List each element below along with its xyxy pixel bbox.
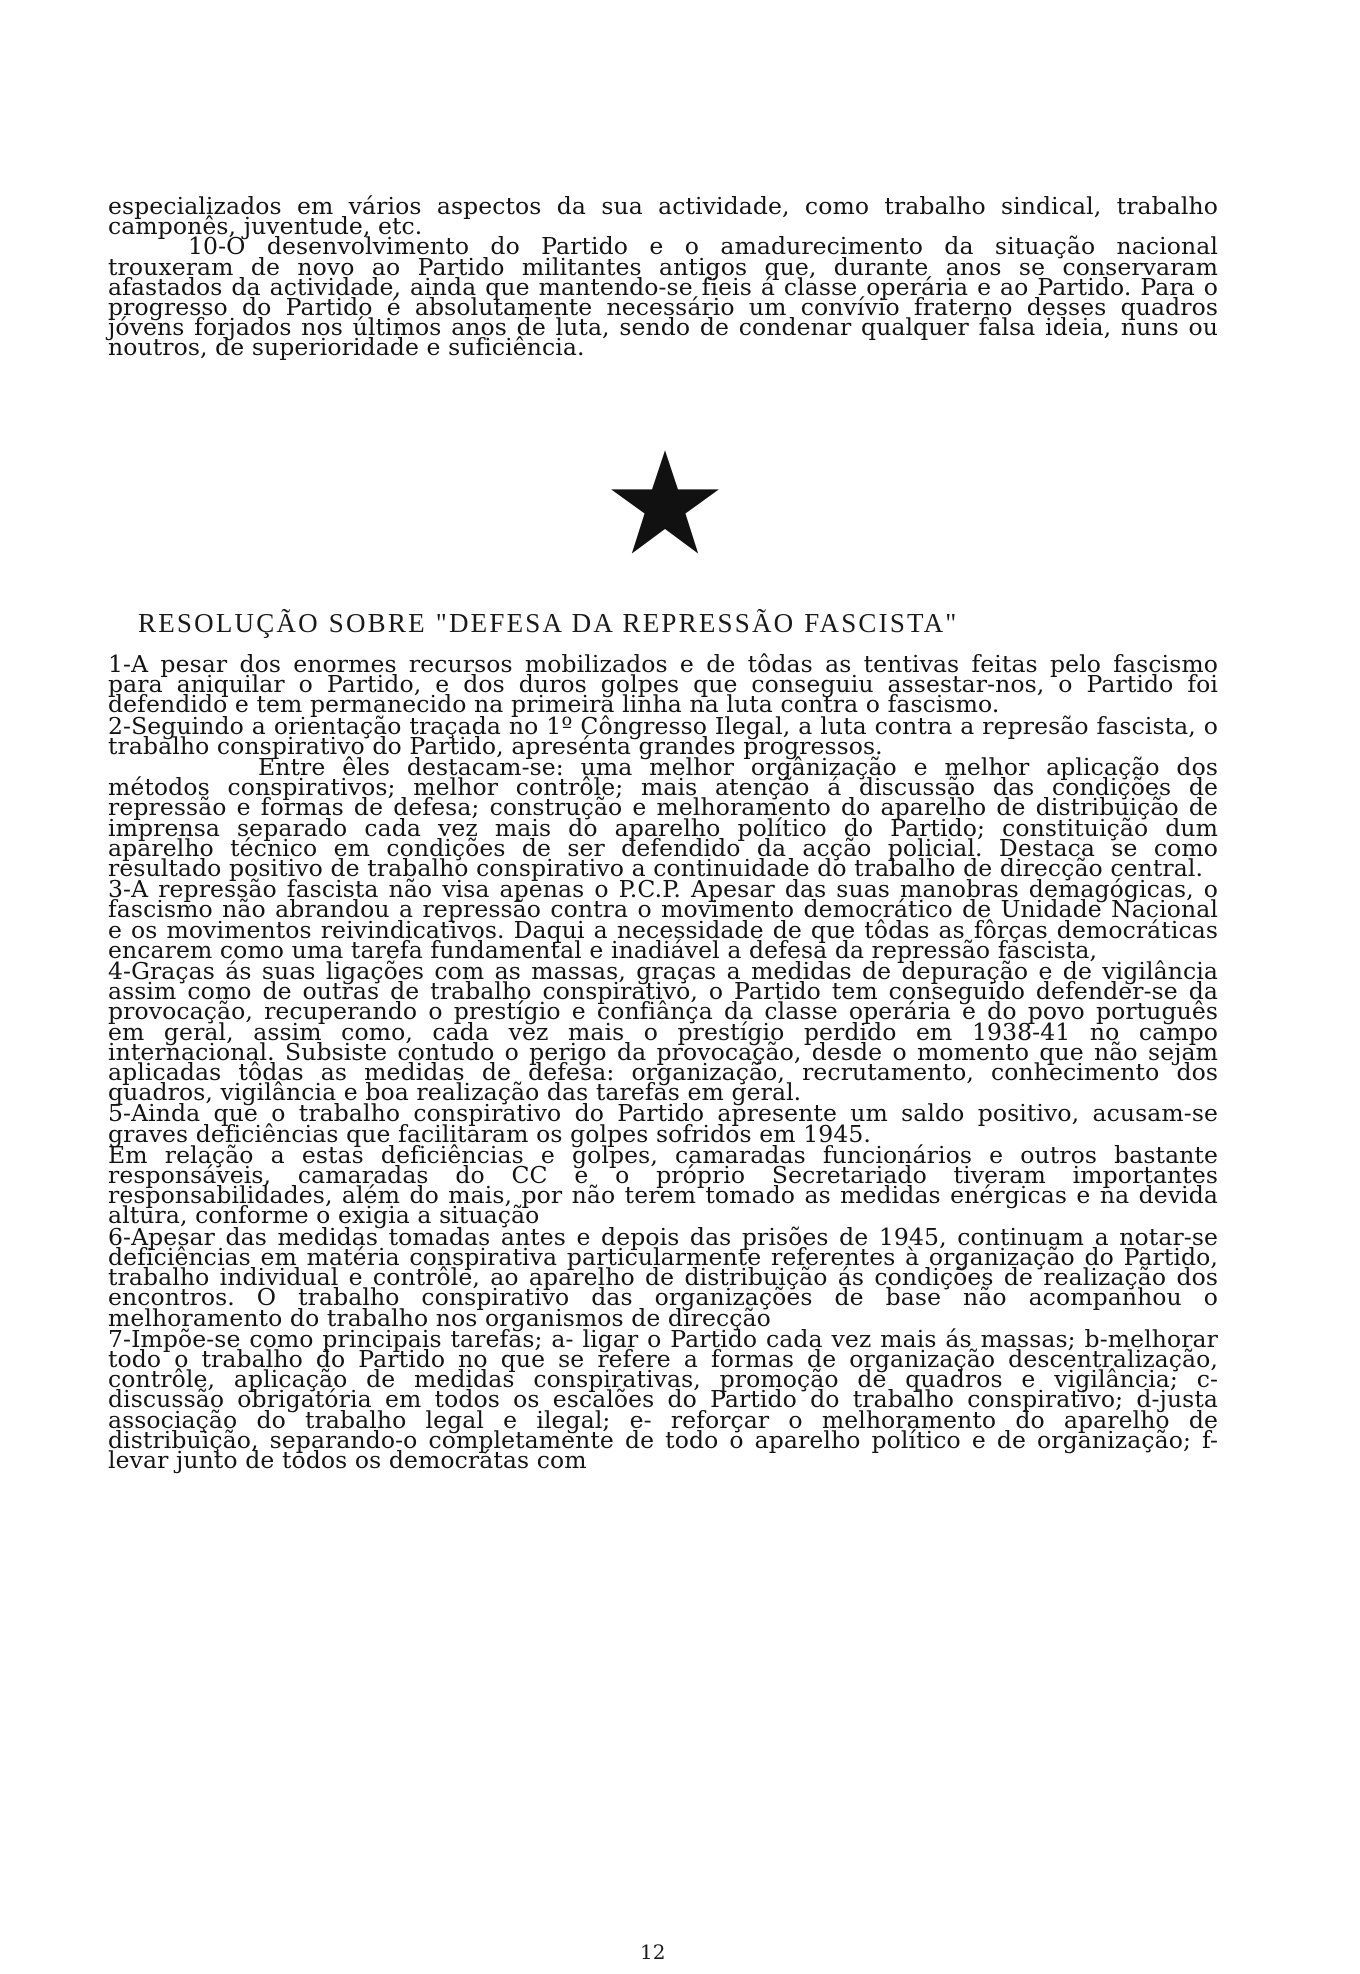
resolution-item-2-continuation: Entre êles destacam-se: uma melhor orgânização e melhor aplicação dos métodos conspirativos; melhor contrôle; mais atenção á discussão das condições de repressão e formas de defesa; construção e melhoramento do aparelho de distribuição de imprensa separado cada vez mais do aparelho político do Partido; constituição dum aparelho técnico em condições de ser defendido da acção policial. Destaca se como resultado positivo de trabalho conspirativo a continuidade do trabalho de direcção central. [108,753,1218,883]
intro-section [108,192,1218,362]
five-pointed-star-icon [610,448,720,558]
resolution-item-6: 6-Apesar das medidas tomadas antes e depois das prisões de 1945, continuam a notar-se deficiências em matéria conspirativa particularmente referentes à organização do Partido, trabalho individual e contrôle, ao aparelho de distribuição ás condições de realização dos encontros. O trabalho conspirativo das organizações de base não acompanhou o melhoramento do trabalho nos organismos de direcção [108,1222,1218,1332]
intro-paragraph-1: especializados em vários aspectos da sua actividade, como trabalho sindical, trabalho camponês, juventude, etc. [108,192,1218,241]
resolution-item-5: 5-Ainda que o trabalho conspirativo do Partido apresente um saldo positivo, acusam-se graves deficiências que facilitaram os golpes sofridos em 1945. [108,1099,1218,1148]
resolution-item-2: 2-Seguindo a orientação traçada no 1º Côngresso Ilegal, a luta contra a represão fascista, o trabalho conspirativo do Partido, apresénta grandes progressos. [108,711,1218,760]
resolution-item-5-continuation: Em relação a estas deficiências e golpes, camaradas funcionários e outros bastante responsáveis, camaradas do CC e o próprio Secretariado tiveram importantes responsabilidades, além do mais, por não terem tomado as medidas enérgicas e na devida altura, conforme o exigia a situação [108,1140,1218,1230]
resolution-item-3: 3-A repressão fascista não visa apenas o P.C.P. Apesar das suas manobras demagógicas, o fascismo não abrandou a repressão contra o movimento democrático de Unidade Nacional e os movimentos reivindicativos. Daqui a necessidade de que tôdas as fôrças democráticas encarem como uma tarefa fundamental e inadiável a defesa da repressão fascista, [108,875,1218,964]
resolution-item-4: 4-Graças ás suas ligações com as massas, graças a medidas de depuração e de vigilância assim como de outras de trabalho conspirativo, o Partido tem conseguido defender-se da provocação, recuperando o prestígio e confiânça da classe operária e do povo português em geral, assim como, cada vez mais o prestígio perdido em 1938-41 no campo internacional. Subsiste contudo o perigo da provocação, desde o momento que não sejam aplicadas tôdas as medidas de defesa: organização, recrutamento, conhecimento dos quadros, vigilância e boa realização das tarefas em geral. [108,957,1218,1107]
page-number: 12 [640,1940,666,1964]
resolution-item-7: 7-Impõe-se como principais tarefas; a- ligar o Partido cada vez mais ás massas; b-melhorar todo o trabalho do Partido no que se refere a formas de organização descentralização, contrôle, aplicação de medidas conspirativas, promoção de quadros e vigilância; c-discussão obrigatória em todos os escalões do Partido do trabalho conspirativo; d-justa associação do trabalho legal e ilegal; e- reforçar o melhoramento do aparelho de distribuição, separando-o completamente de todo o aparelho político e de organização; f- levar junto de todos os democrátas com [108,1324,1218,1474]
intro-paragraph-10: 10-O desenvolvimento do Partido e o amadurecimento da situação nacional trouxeram de novo ao Partido militantes antigos que, durante anos se conservaram afastados da actividade, ainda que mantendo-se fieis á classe operária e ao Partido. Para o progresso do Partido é absolutamente necessário um convívio fraterno desses quadros jóvens forjados nos últimos anos de luta, sendo de condenar qualquer falsa ideia, nuns ou noutros, de superioridade e suficiência. [108,232,1218,362]
resolution-item-1: 1-A pesar dos enormes recursos mobilizados e de tôdas as tentivas feitas pelo fascismo para aniquilar o Partido, e dos duros golpes que conseguiu assestar-nos, o Partido foi defendido e tem permanecido na primeira linha na luta contra o fascismo. [108,650,1218,719]
resolution-title: RESOLUÇÃO SOBRE "DEFESA DA REPRESSÃO FASCISTA" [138,608,959,638]
resolution-body [108,650,1218,1474]
